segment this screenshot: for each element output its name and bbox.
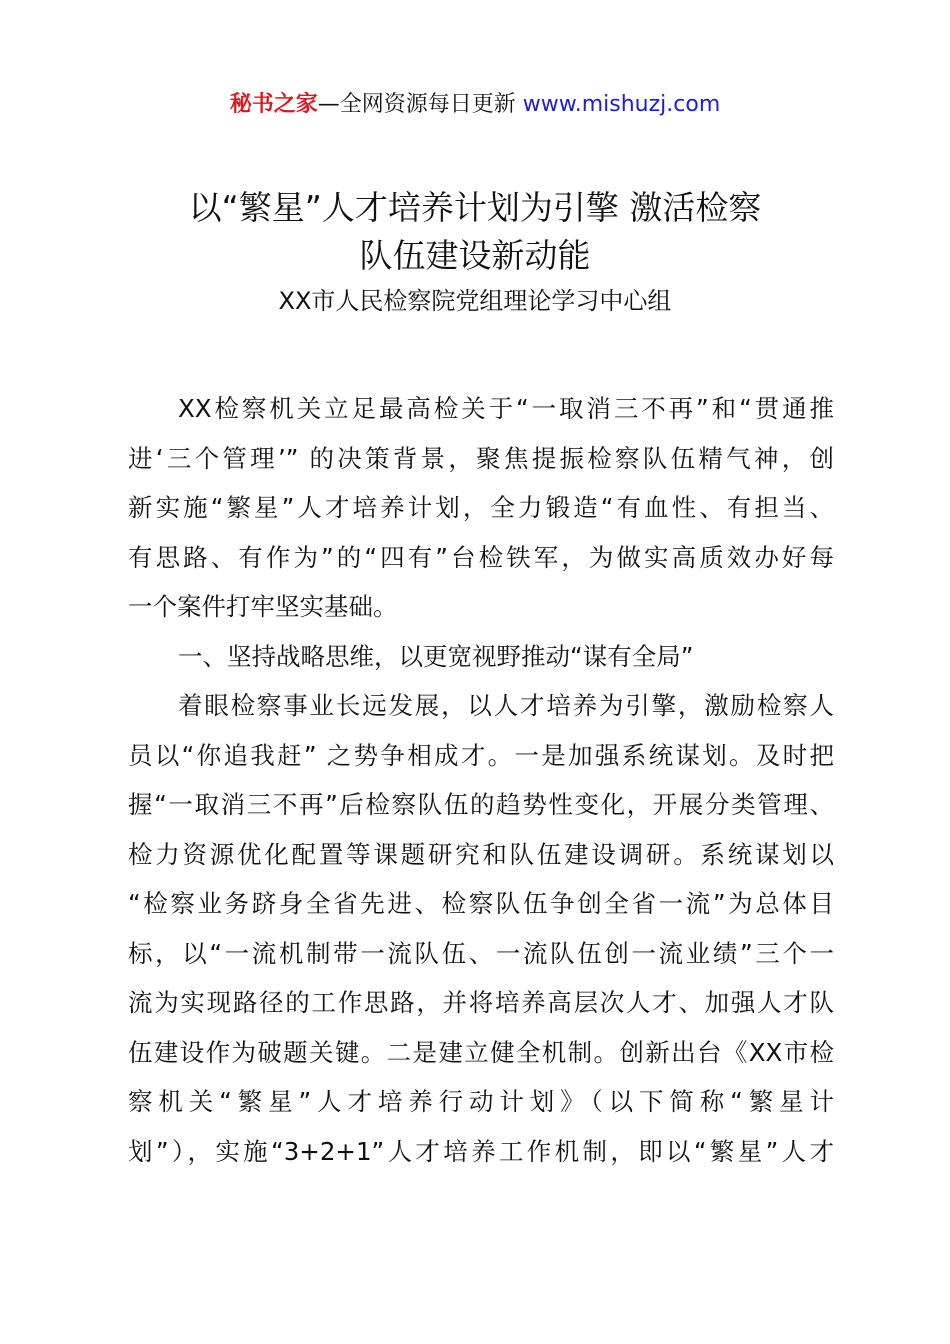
paragraph-line: XX检察机关立足最高检关于“一取消三不再”和“贯通推 xyxy=(178,394,834,423)
paragraph-line: 有思路、有作为”的“四有”台检铁军，为做实高质效办好每 xyxy=(128,542,834,572)
paragraph-line: 划”），实施“3+2+1”人才培养工作机制，即以“繁星”人才 xyxy=(128,1136,834,1166)
paragraph-line: 握“一取消三不再”后检察队伍的趋势性变化，开展分类管理、 xyxy=(128,790,834,819)
site-header xyxy=(0,88,950,122)
section-heading: 一、坚持战略思维，以更宽视野推动“谋有全局” xyxy=(178,641,694,671)
site-url-link[interactable]: www.mishuzj.com xyxy=(522,92,721,117)
site-brand: 秘书之家 xyxy=(229,92,318,117)
paragraph-line: 察机关“繁星”人才培养行动计划》（以下简称“繁星计 xyxy=(128,1087,834,1116)
document-body xyxy=(128,384,834,1176)
paragraph-line: “检察业务跻身全省先进、检察队伍争创全省一流”为总体目 xyxy=(128,889,834,918)
title-line: 队伍建设新动能 xyxy=(359,236,591,275)
paragraph-line: 新实施“繁星”人才培养计划，全力锻造“有血性、有担当、 xyxy=(128,493,834,522)
paragraph-line: 员以“你追我赶” 之势争相成才。一是加强系统谋划。及时把 xyxy=(128,740,834,770)
paragraph-line: 一个案件打牢坚实基础。 xyxy=(128,592,398,621)
title-line: 以“繁星”人才培养计划为引擎 激活检察 xyxy=(188,188,762,227)
paragraph-line: 伍建设作为破题关键。二是建立健全机制。创新出台《XX市检 xyxy=(128,1037,834,1067)
document-author: XX市人民检察院党组理论学习中心组 xyxy=(278,287,672,315)
paragraph-line: 着眼检察事业长远发展，以人才培养为引擎，激励检察人 xyxy=(178,691,834,720)
site-tagline: —全网资源每日更新 xyxy=(317,92,523,117)
paragraph-line: 检力资源优化配置等课题研究和队伍建设调研。系统谋划以 xyxy=(128,839,834,869)
paragraph-line: 标，以“一流机制带一流队伍、一流队伍创一流业绩”三个一 xyxy=(128,938,834,968)
paragraph-line: 进‘三个管理’” 的决策背景，聚焦提振检察队伍精气神，创 xyxy=(128,443,834,473)
document-title xyxy=(0,184,950,280)
paragraph-line: 流为实现路径的工作思路，并将培养高层次人才、加强人才队 xyxy=(128,988,834,1017)
